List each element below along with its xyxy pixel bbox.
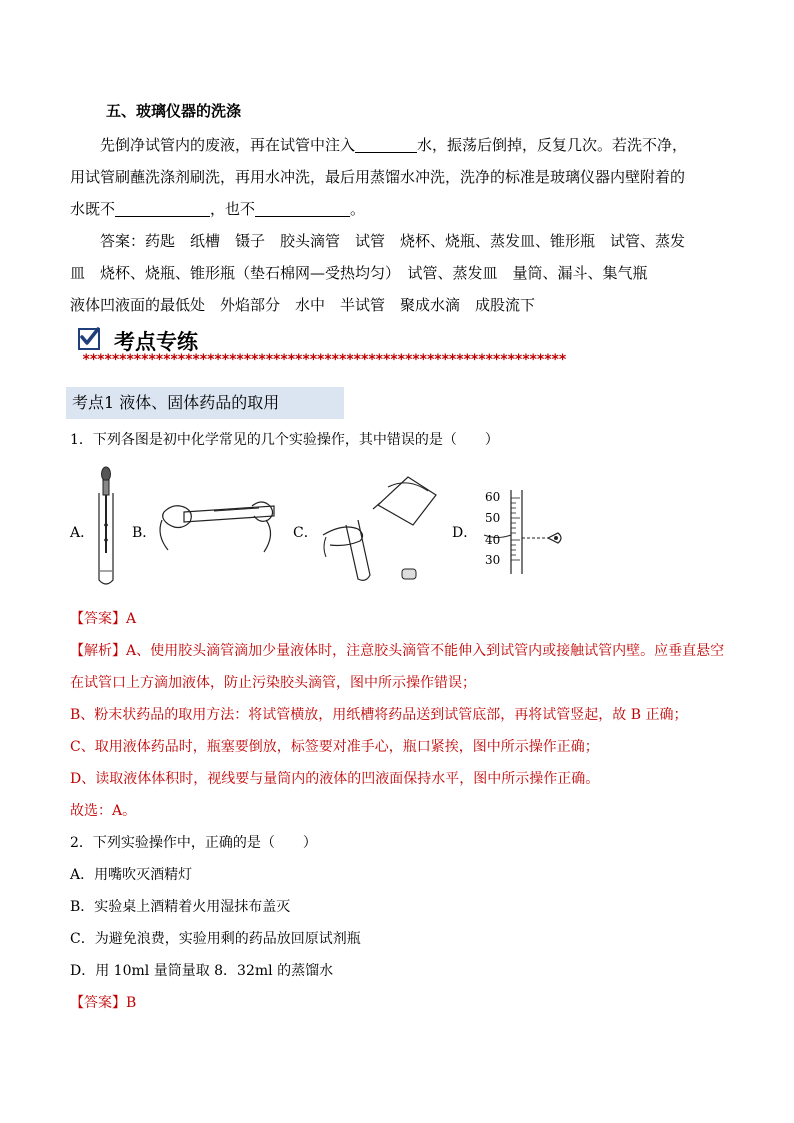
horizontal-tube-figure xyxy=(154,490,284,555)
cylinder-tick-50: 50 xyxy=(485,511,501,525)
fill-blank xyxy=(355,136,417,153)
analysis-conclusion: 故选：A。 xyxy=(70,803,137,819)
paragraph-line-1 xyxy=(70,129,730,161)
analysis-text: A、使用胶头滴管滴加少量液体时，注意胶头滴管不能伸入到试管内或接触试管内壁。应垂直悬空 xyxy=(126,643,725,659)
analysis-line-1 xyxy=(70,641,730,661)
paragraph-line-2: 用试管刷蘸洗涤剂刷洗，再用水冲洗，最后用蒸馏水冲洗，洗净的标准是玻璃仪器内壁附着的 xyxy=(70,168,686,186)
question-1-stem: 1．下列各图是初中化学常见的几个实验操作，其中错误的是（ ） xyxy=(70,432,499,448)
cylinder-tick-40: 40 xyxy=(485,533,501,547)
answer-line-2: 皿 烧杯、烧瓶、锥形瓶（垫石棉网—受热均匀） 试管、蒸发皿 量筒、漏斗、集气瓶 xyxy=(70,264,648,282)
section-title: 五、玻璃仪器的洗涤 xyxy=(106,102,242,120)
dropper-in-tube-figure xyxy=(92,465,122,590)
analysis-line-3: B、粉末状药品的取用方法：将试管横放，用纸槽将药品送到试管底部，再将试管竖起，故 B 正确； xyxy=(70,707,688,723)
text-segment: 水既不 xyxy=(70,200,116,218)
fill-blank xyxy=(255,200,350,217)
question-2-stem: 2．下列实验操作中，正确的是（ ） xyxy=(70,835,317,851)
question-2-option-a: A．用嘴吹灭酒精灯 xyxy=(70,867,193,883)
check-icon xyxy=(78,328,100,350)
question-2-option-b: B．实验桌上酒精着火用湿抹布盖灭 xyxy=(70,899,291,915)
banner-title: 考点专练 xyxy=(114,330,198,354)
answer-line-1: 答案：药匙 纸槽 镊子 胶头滴管 试管 烧杯、烧瓶、蒸发皿、锥形瓶 试管、蒸发 xyxy=(100,232,686,250)
question-2-option-c: C．为避免浪费，实验用剩的药品放回原试剂瓶 xyxy=(70,931,361,947)
option-label-c: C． xyxy=(293,525,318,541)
option-label-d: D． xyxy=(452,525,478,541)
topic-heading: 考点1 液体、固体药品的取用 xyxy=(66,387,344,419)
fill-blank xyxy=(115,200,210,217)
text-segment: 。 xyxy=(350,200,366,218)
question-2-answer-label: 【答案】B xyxy=(70,995,137,1011)
paragraph-line-3 xyxy=(70,193,730,225)
analysis-line-2: 在试管口上方滴加液体，防止污染胶头滴管，图中所示操作错误； xyxy=(70,675,476,691)
star-divider: ****************************************************************** xyxy=(82,352,566,368)
answer-label: 【答案】A xyxy=(70,611,137,627)
answer-line-3: 液体凹液面的最低处 外焰部分 水中 半试管 聚成水滴 成股流下 xyxy=(70,296,536,314)
cylinder-tick-60: 60 xyxy=(485,490,501,504)
option-label-a: A． xyxy=(70,525,95,541)
option-label-b: B． xyxy=(132,525,157,541)
analysis-line-4: C、取用液体药品时，瓶塞要倒放，标签要对准手心，瓶口紧挨，图中所示操作正确； xyxy=(70,739,599,755)
pouring-liquid-figure xyxy=(318,465,443,585)
text-segment: 先倒净试管内的废液，再在试管中注入 xyxy=(100,136,356,154)
analysis-line-5: D、读取液体体积时，视线要与量筒内的液体的凹液面保持水平，图中所示操作正确。 xyxy=(70,771,600,787)
text-segment: 水，振荡后倒掉，反复几次。若洗不净， xyxy=(417,136,688,154)
question-2-option-d: D．用 10ml 量筒量取 8．32ml 的蒸馏水 xyxy=(70,963,334,979)
analysis-label: 【解析】 xyxy=(70,643,126,659)
text-segment: ，也不 xyxy=(210,200,256,218)
cylinder-tick-30: 30 xyxy=(485,553,501,567)
